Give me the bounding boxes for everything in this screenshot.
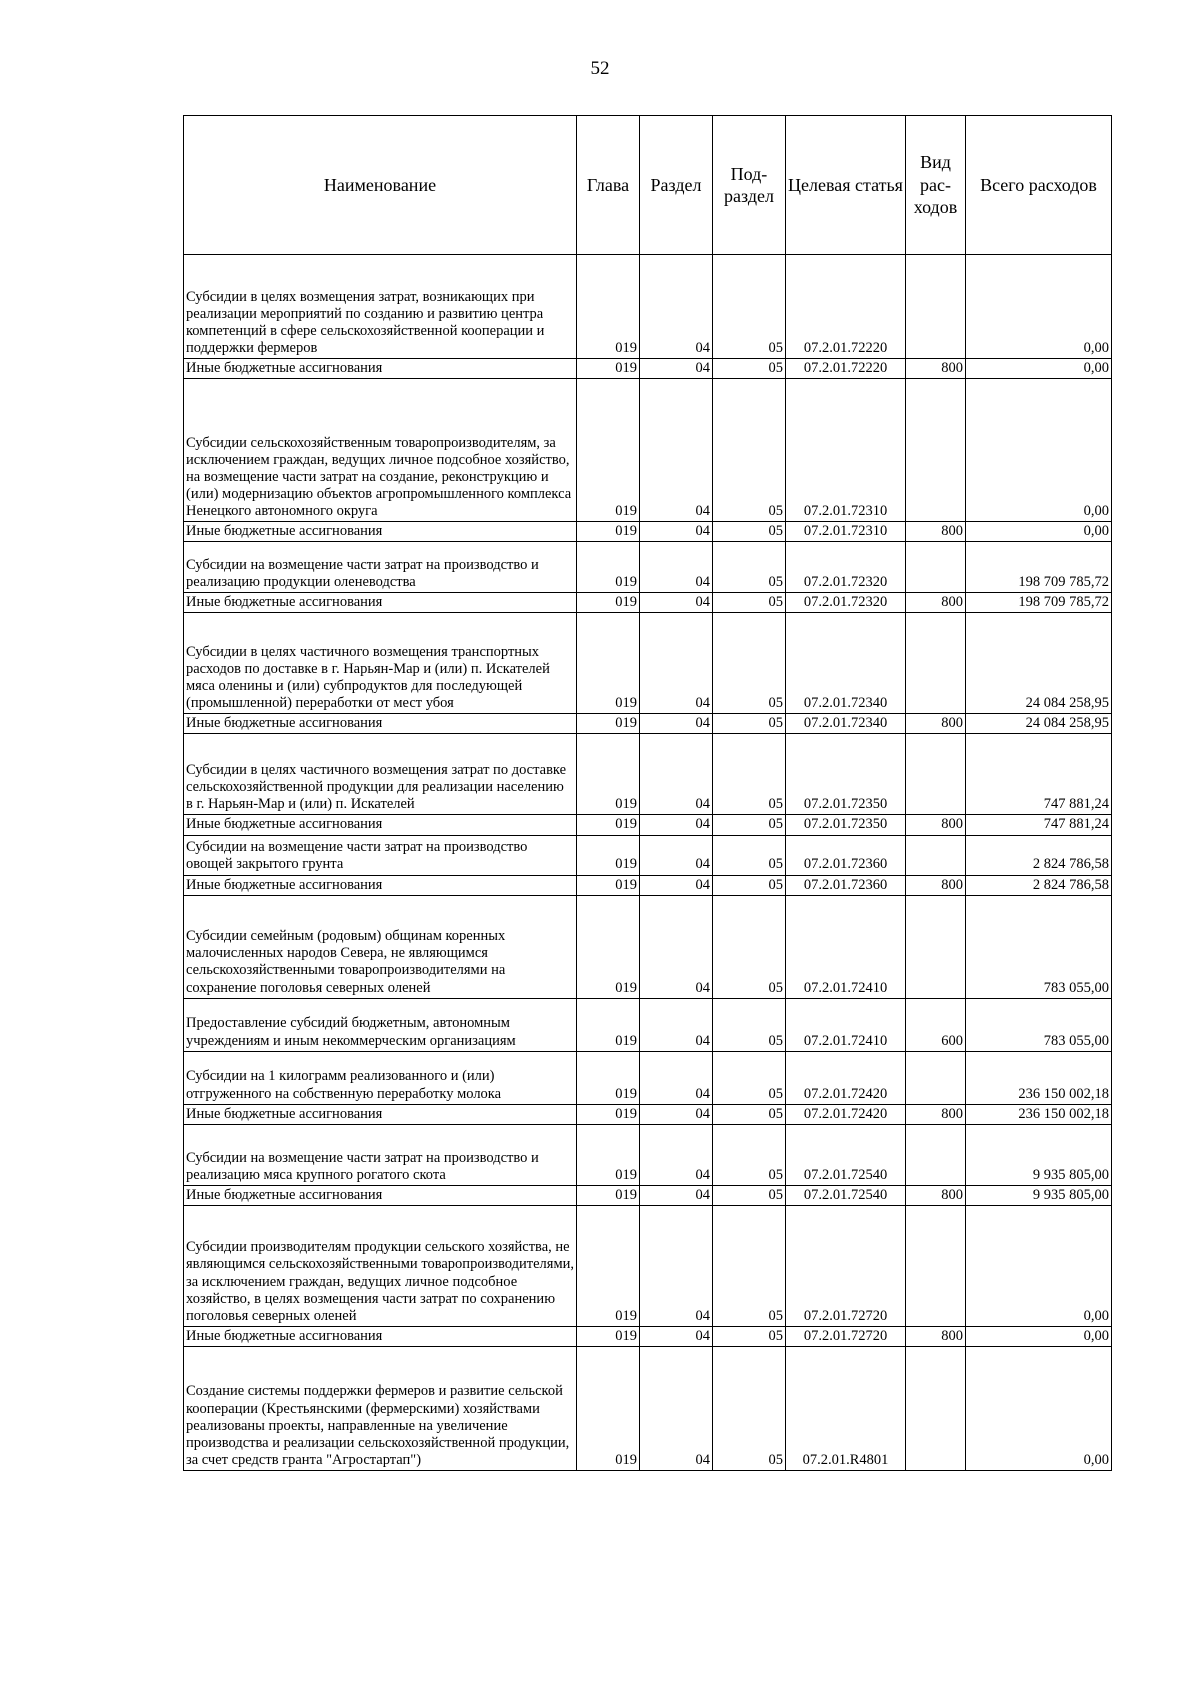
cell-vid xyxy=(906,895,966,998)
table-row xyxy=(184,714,1112,734)
header-row xyxy=(184,116,1112,255)
cell-vid: 800 xyxy=(906,1185,966,1205)
cell-total: 0,00 xyxy=(966,1326,1112,1346)
table-row xyxy=(184,522,1112,542)
cell-name: Иные бюджетные ассигнования xyxy=(184,359,577,379)
cell-glava: 019 xyxy=(577,1205,640,1326)
cell-razdel: 04 xyxy=(640,815,713,835)
table-row xyxy=(184,815,1112,835)
cell-total: 747 881,24 xyxy=(966,734,1112,815)
cell-razdel: 04 xyxy=(640,359,713,379)
cell-total: 783 055,00 xyxy=(966,895,1112,998)
cell-name: Иные бюджетные ассигнования xyxy=(184,875,577,895)
cell-total: 198 709 785,72 xyxy=(966,593,1112,613)
cell-podrazdel: 05 xyxy=(713,875,786,895)
cell-name: Субсидии на возмещение части затрат на производство овощей закрытого грунта xyxy=(184,835,577,875)
header-total: Всего расходов xyxy=(966,116,1112,255)
cell-podrazdel: 05 xyxy=(713,542,786,593)
budget-table xyxy=(183,115,1112,1471)
cell-podrazdel: 05 xyxy=(713,815,786,835)
cell-statya: 07.2.01.72720 xyxy=(786,1326,906,1346)
cell-statya: 07.2.01.72220 xyxy=(786,255,906,359)
cell-glava: 019 xyxy=(577,998,640,1051)
cell-razdel: 04 xyxy=(640,1124,713,1185)
cell-total: 0,00 xyxy=(966,255,1112,359)
cell-razdel: 04 xyxy=(640,1051,713,1104)
cell-razdel: 04 xyxy=(640,593,713,613)
table-row xyxy=(184,379,1112,522)
cell-name: Иные бюджетные ассигнования xyxy=(184,1104,577,1124)
cell-name: Иные бюджетные ассигнования xyxy=(184,522,577,542)
cell-name: Иные бюджетные ассигнования xyxy=(184,1326,577,1346)
cell-statya: 07.2.01.72320 xyxy=(786,593,906,613)
table-row xyxy=(184,1104,1112,1124)
cell-vid xyxy=(906,613,966,714)
cell-podrazdel: 05 xyxy=(713,734,786,815)
cell-glava: 019 xyxy=(577,875,640,895)
cell-total: 9 935 805,00 xyxy=(966,1124,1112,1185)
cell-podrazdel: 05 xyxy=(713,255,786,359)
cell-podrazdel: 05 xyxy=(713,1185,786,1205)
cell-razdel: 04 xyxy=(640,1346,713,1470)
header-statya: Целевая статья xyxy=(786,116,906,255)
cell-total: 24 084 258,95 xyxy=(966,613,1112,714)
cell-vid: 800 xyxy=(906,714,966,734)
cell-razdel: 04 xyxy=(640,714,713,734)
cell-name: Субсидии семейным (родовым) общинам коренных малочисленных народов Севера, не являющимся сельскохозяйственными товаропроизводителями на сохранение поголовья северных оленей xyxy=(184,895,577,998)
cell-total: 0,00 xyxy=(966,379,1112,522)
cell-podrazdel: 05 xyxy=(713,359,786,379)
cell-glava: 019 xyxy=(577,1185,640,1205)
cell-razdel: 04 xyxy=(640,379,713,522)
cell-name: Субсидии сельскохозяйственным товаропроизводителям, за исключением граждан, ведущих личное подсобное хозяйство, на возмещение части затрат на создание, реконструкцию и (или) модернизацию объектов агропромышленного комплекса Ненецкого автономного округа xyxy=(184,379,577,522)
cell-vid xyxy=(906,734,966,815)
cell-podrazdel: 05 xyxy=(713,613,786,714)
cell-name: Субсидии в целях частичного возмещения транспортных расходов по доставке в г. Нарьян-Мар и (или) п. Искателей мяса оленины и (или) субпродуктов для последующей (промышленной) переработки от мест убоя xyxy=(184,613,577,714)
cell-name: Создание системы поддержки фермеров и развитие сельской кооперации (Крестьянскими (фермерскими) хозяйствами реализованы проекты, направленные на увеличение производства и реализации сельскохозяйственной продукции, за счет средств гранта "Агростартап") xyxy=(184,1346,577,1470)
cell-vid: 600 xyxy=(906,998,966,1051)
cell-statya: 07.2.01.72340 xyxy=(786,714,906,734)
cell-name: Иные бюджетные ассигнования xyxy=(184,1185,577,1205)
table-row xyxy=(184,1205,1112,1326)
header-podrazdel: Под-раздел xyxy=(713,116,786,255)
header-vid: Вид рас-ходов xyxy=(906,116,966,255)
table-row xyxy=(184,998,1112,1051)
cell-statya: 07.2.01.R4801 xyxy=(786,1346,906,1470)
table-row xyxy=(184,613,1112,714)
cell-vid xyxy=(906,1346,966,1470)
cell-razdel: 04 xyxy=(640,1205,713,1326)
cell-vid xyxy=(906,542,966,593)
cell-vid: 800 xyxy=(906,359,966,379)
table-row xyxy=(184,835,1112,875)
cell-glava: 019 xyxy=(577,895,640,998)
cell-razdel: 04 xyxy=(640,522,713,542)
cell-podrazdel: 05 xyxy=(713,522,786,542)
cell-name: Субсидии производителям продукции сельского хозяйства, не являющимся сельскохозяйственными товаропроизводителями, за исключением граждан, ведущих личное подсобное хозяйство, в целях возмещения части затрат по сохранению поголовья северных оленей xyxy=(184,1205,577,1326)
cell-glava: 019 xyxy=(577,359,640,379)
cell-vid: 800 xyxy=(906,815,966,835)
cell-statya: 07.2.01.72360 xyxy=(786,835,906,875)
cell-podrazdel: 05 xyxy=(713,1326,786,1346)
cell-vid xyxy=(906,379,966,522)
cell-vid: 800 xyxy=(906,593,966,613)
cell-razdel: 04 xyxy=(640,835,713,875)
header-glava: Глава xyxy=(577,116,640,255)
cell-glava: 019 xyxy=(577,255,640,359)
cell-razdel: 04 xyxy=(640,542,713,593)
cell-total: 0,00 xyxy=(966,1205,1112,1326)
cell-glava: 019 xyxy=(577,1346,640,1470)
cell-glava: 019 xyxy=(577,1104,640,1124)
cell-glava: 019 xyxy=(577,1051,640,1104)
cell-vid: 800 xyxy=(906,1104,966,1124)
cell-podrazdel: 05 xyxy=(713,1051,786,1104)
table-row xyxy=(184,1346,1112,1470)
table-body xyxy=(184,255,1112,1471)
cell-razdel: 04 xyxy=(640,1326,713,1346)
cell-vid xyxy=(906,835,966,875)
table-row xyxy=(184,1185,1112,1205)
cell-name: Субсидии на возмещение части затрат на производство и реализацию мяса крупного рогатого скота xyxy=(184,1124,577,1185)
cell-statya: 07.2.01.72220 xyxy=(786,359,906,379)
cell-vid: 800 xyxy=(906,875,966,895)
cell-statya: 07.2.01.72540 xyxy=(786,1124,906,1185)
cell-statya: 07.2.01.72350 xyxy=(786,815,906,835)
cell-statya: 07.2.01.72320 xyxy=(786,542,906,593)
cell-podrazdel: 05 xyxy=(713,1205,786,1326)
cell-podrazdel: 05 xyxy=(713,379,786,522)
cell-vid xyxy=(906,1205,966,1326)
cell-glava: 019 xyxy=(577,734,640,815)
cell-statya: 07.2.01.72720 xyxy=(786,1205,906,1326)
table-row xyxy=(184,734,1112,815)
cell-podrazdel: 05 xyxy=(713,593,786,613)
table-row xyxy=(184,593,1112,613)
cell-total: 0,00 xyxy=(966,359,1112,379)
cell-glava: 019 xyxy=(577,593,640,613)
table-row xyxy=(184,359,1112,379)
cell-total: 0,00 xyxy=(966,522,1112,542)
cell-statya: 07.2.01.72350 xyxy=(786,734,906,815)
cell-total: 2 824 786,58 xyxy=(966,875,1112,895)
cell-glava: 019 xyxy=(577,542,640,593)
cell-razdel: 04 xyxy=(640,613,713,714)
cell-vid xyxy=(906,1051,966,1104)
cell-razdel: 04 xyxy=(640,875,713,895)
cell-glava: 019 xyxy=(577,815,640,835)
cell-vid: 800 xyxy=(906,522,966,542)
table-row xyxy=(184,1326,1112,1346)
cell-statya: 07.2.01.72540 xyxy=(786,1185,906,1205)
cell-podrazdel: 05 xyxy=(713,1104,786,1124)
cell-total: 236 150 002,18 xyxy=(966,1051,1112,1104)
cell-glava: 019 xyxy=(577,1124,640,1185)
cell-name: Иные бюджетные ассигнования xyxy=(184,593,577,613)
cell-glava: 019 xyxy=(577,1326,640,1346)
cell-total: 9 935 805,00 xyxy=(966,1185,1112,1205)
cell-total: 783 055,00 xyxy=(966,998,1112,1051)
cell-total: 0,00 xyxy=(966,1346,1112,1470)
cell-statya: 07.2.01.72360 xyxy=(786,875,906,895)
cell-razdel: 04 xyxy=(640,1104,713,1124)
header-razdel: Раздел xyxy=(640,116,713,255)
cell-statya: 07.2.01.72340 xyxy=(786,613,906,714)
table-row xyxy=(184,1124,1112,1185)
cell-glava: 019 xyxy=(577,835,640,875)
cell-glava: 019 xyxy=(577,714,640,734)
cell-razdel: 04 xyxy=(640,734,713,815)
cell-glava: 019 xyxy=(577,379,640,522)
cell-glava: 019 xyxy=(577,522,640,542)
cell-statya: 07.2.01.72410 xyxy=(786,895,906,998)
cell-vid xyxy=(906,1124,966,1185)
table-row xyxy=(184,875,1112,895)
cell-total: 24 084 258,95 xyxy=(966,714,1112,734)
cell-razdel: 04 xyxy=(640,1185,713,1205)
cell-name: Иные бюджетные ассигнования xyxy=(184,815,577,835)
cell-statya: 07.2.01.72310 xyxy=(786,522,906,542)
table-row xyxy=(184,542,1112,593)
cell-total: 198 709 785,72 xyxy=(966,542,1112,593)
cell-razdel: 04 xyxy=(640,255,713,359)
page-number: 52 xyxy=(590,58,610,79)
table-row xyxy=(184,895,1112,998)
cell-name: Иные бюджетные ассигнования xyxy=(184,714,577,734)
cell-name: Предоставление субсидий бюджетным, автономным учреждениям и иным некоммерческим организациям xyxy=(184,998,577,1051)
cell-total: 747 881,24 xyxy=(966,815,1112,835)
cell-name: Субсидии на возмещение части затрат на производство и реализацию продукции оленеводства xyxy=(184,542,577,593)
cell-total: 236 150 002,18 xyxy=(966,1104,1112,1124)
cell-name: Субсидии на 1 килограмм реализованного и (или) отгруженного на собственную переработку молока xyxy=(184,1051,577,1104)
cell-podrazdel: 05 xyxy=(713,895,786,998)
cell-podrazdel: 05 xyxy=(713,714,786,734)
cell-statya: 07.2.01.72310 xyxy=(786,379,906,522)
table-row xyxy=(184,1051,1112,1104)
cell-podrazdel: 05 xyxy=(713,835,786,875)
cell-name: Субсидии в целях возмещения затрат, возникающих при реализации мероприятий по созданию и развитию центра компетенций в сфере сельскохозяйственной кооперации и поддержки фермеров xyxy=(184,255,577,359)
cell-total: 2 824 786,58 xyxy=(966,835,1112,875)
cell-razdel: 04 xyxy=(640,895,713,998)
cell-statya: 07.2.01.72410 xyxy=(786,998,906,1051)
cell-razdel: 04 xyxy=(640,998,713,1051)
cell-vid: 800 xyxy=(906,1326,966,1346)
cell-statya: 07.2.01.72420 xyxy=(786,1051,906,1104)
cell-glava: 019 xyxy=(577,613,640,714)
table-row xyxy=(184,255,1112,359)
cell-podrazdel: 05 xyxy=(713,1124,786,1185)
cell-podrazdel: 05 xyxy=(713,1346,786,1470)
cell-name: Субсидии в целях частичного возмещения затрат по доставке сельскохозяйственной продукции для реализации населению в г. Нарьян-Мар и (или) п. Искателей xyxy=(184,734,577,815)
cell-podrazdel: 05 xyxy=(713,998,786,1051)
cell-vid xyxy=(906,255,966,359)
header-name: Наименование xyxy=(184,116,577,255)
cell-statya: 07.2.01.72420 xyxy=(786,1104,906,1124)
